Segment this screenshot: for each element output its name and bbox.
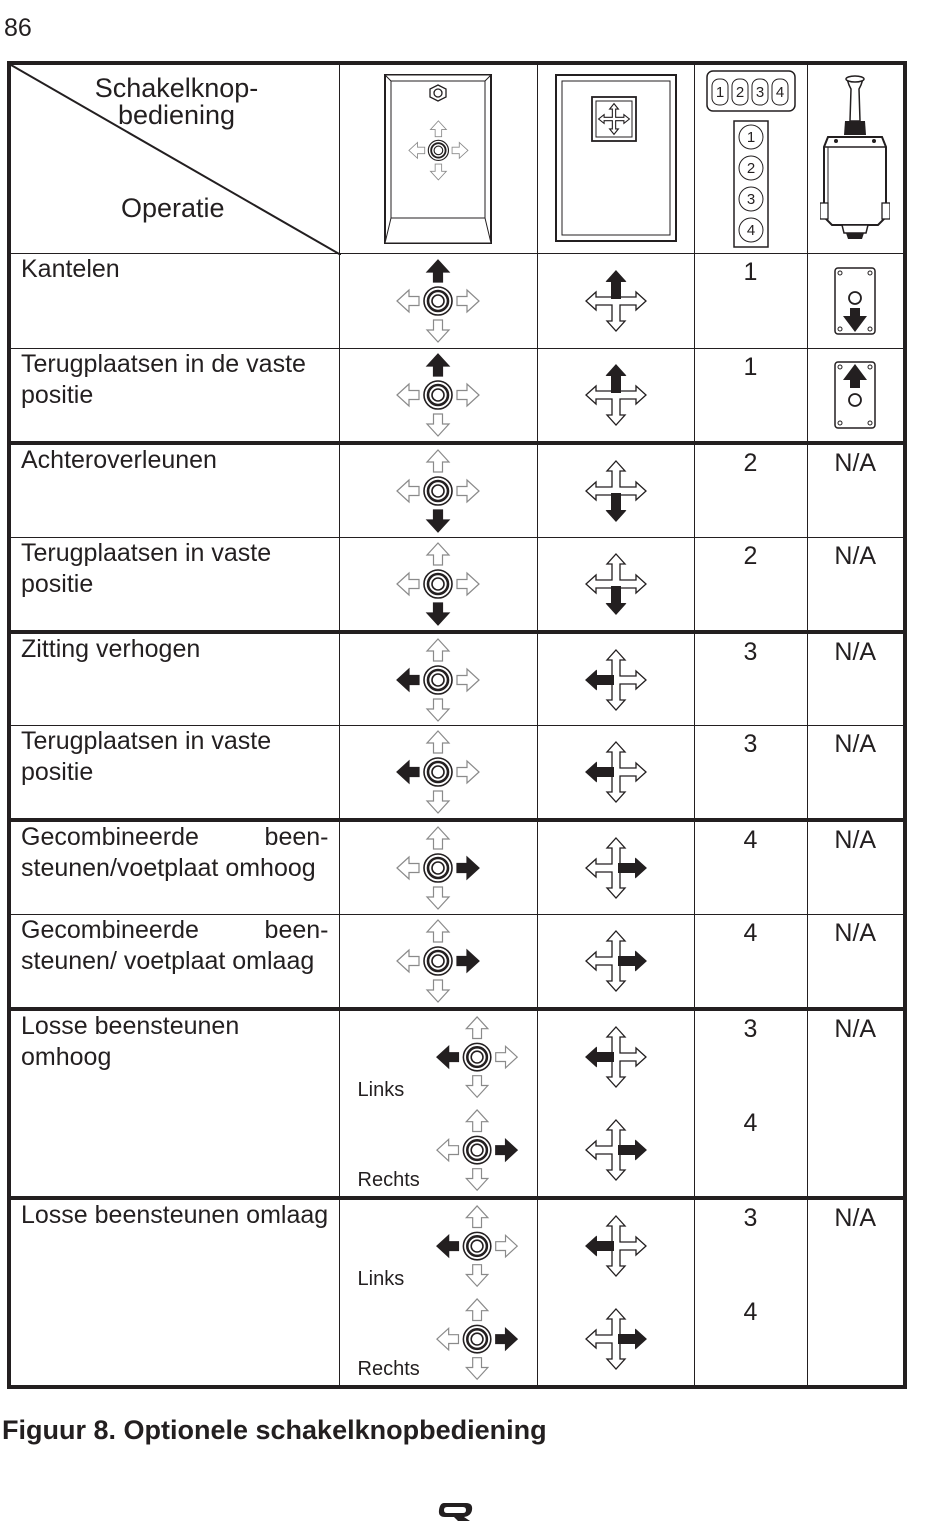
joystick-direction-icon	[393, 539, 483, 629]
table-row	[9, 726, 905, 820]
switch-number-right: 4	[743, 1298, 758, 1327]
switch-number-cell	[694, 1198, 807, 1387]
left-label: Links	[357, 1268, 405, 1291]
actuator-cell: N/A	[807, 443, 905, 537]
joystick-left-icon	[433, 1013, 521, 1101]
switch-number: 2	[694, 537, 807, 631]
actuator-cell	[807, 254, 905, 348]
arrow-left-active	[586, 1236, 614, 1256]
arrow-down	[466, 1265, 488, 1287]
arrow-left-active	[586, 670, 614, 690]
arrow-right-active	[618, 951, 646, 971]
four-way-cell	[537, 915, 694, 1009]
four-way-cell	[537, 820, 694, 914]
switch-number-right: 4	[743, 1109, 758, 1138]
operation-label: Kantelen	[21, 255, 120, 284]
table-row	[9, 820, 905, 914]
table-row	[9, 254, 905, 348]
four-way-cell	[537, 537, 694, 631]
actuator-cell: N/A	[807, 820, 905, 914]
four-way-cell	[537, 348, 694, 442]
arrow-up	[466, 1017, 488, 1039]
arrow-up	[427, 543, 449, 565]
joystick-cell	[339, 537, 537, 631]
arrow-right-active	[618, 1329, 646, 1349]
quickie-logo-icon	[436, 1500, 476, 1527]
switch-number: 1	[694, 348, 807, 442]
arrow-down	[427, 791, 449, 813]
switch-top-1: 1	[715, 84, 724, 102]
arrow-left	[437, 1139, 459, 1161]
operation-label: Losse beensteunen omlaag	[21, 1201, 329, 1230]
arrow-left	[397, 480, 419, 502]
arrow-up-active	[427, 354, 449, 376]
arrow-right	[496, 1047, 518, 1069]
arrow-left	[397, 384, 419, 406]
operation-cell	[9, 915, 339, 1009]
arrow-down	[427, 887, 449, 909]
operation-label: Gecombineerde been-steunen/ voetplaat omlaag	[21, 916, 329, 976]
switch-box-icon	[706, 69, 796, 249]
arrow-down	[466, 1357, 488, 1379]
arrow-left	[397, 290, 419, 312]
table-row	[9, 1009, 905, 1198]
joystick-cell	[339, 915, 537, 1009]
arrow-right	[457, 573, 479, 595]
arrow-right-active	[496, 1328, 518, 1350]
four-way-direction-icon	[583, 647, 649, 713]
switch-top-2: 2	[735, 84, 744, 102]
arrow-down	[466, 1168, 488, 1190]
four-way-direction-icon	[583, 551, 649, 617]
header-row	[9, 63, 905, 254]
arrow-left	[397, 573, 419, 595]
four-way-cell	[537, 632, 694, 726]
four-way-cell	[537, 1009, 694, 1198]
four-way-cell	[537, 254, 694, 348]
switch-side-2: 2	[746, 160, 755, 178]
arrow-up-active	[606, 365, 626, 393]
arrow-left-active	[437, 1047, 459, 1069]
switch-number: 2	[694, 443, 807, 537]
operation-cell	[9, 537, 339, 631]
operation-cell	[9, 632, 339, 726]
header-diagonal-cell	[9, 63, 339, 254]
arrow-right	[457, 384, 479, 406]
operation-cell	[9, 443, 339, 537]
four-way-left-icon	[583, 1024, 649, 1090]
joystick-cell	[339, 348, 537, 442]
operation-label: Losse beensteunen omhoog	[21, 1012, 240, 1072]
switch-top-4: 4	[775, 84, 784, 102]
arrow-up-active	[427, 260, 449, 282]
arrow-up	[427, 639, 449, 661]
four-way-left-icon	[583, 1213, 649, 1279]
four-way-right-icon	[583, 1117, 649, 1183]
four-way-direction-icon	[583, 362, 649, 428]
operation-label: Zitting verhogen	[21, 634, 201, 663]
actuator-cell: N/A	[807, 1009, 905, 1198]
four-way-cell	[537, 1198, 694, 1387]
arrow-up	[427, 731, 449, 753]
switch-top-3: 3	[755, 84, 764, 102]
header-actuator	[807, 63, 905, 254]
arrow-right	[457, 480, 479, 502]
operation-cell	[9, 254, 339, 348]
four-way-cell	[537, 443, 694, 537]
arrow-up	[427, 450, 449, 472]
joystick-cell	[339, 632, 537, 726]
four-way-direction-icon	[583, 268, 649, 334]
switch-number: 3	[694, 632, 807, 726]
switch-number-left: 3	[743, 1015, 758, 1044]
operation-cell	[9, 348, 339, 442]
four-way-direction-icon	[583, 739, 649, 805]
switch-side-1: 1	[746, 129, 755, 147]
actuator-cell: N/A	[807, 537, 905, 631]
arrow-down-active	[606, 586, 626, 614]
table-row	[9, 537, 905, 631]
joystick-cell	[339, 1198, 537, 1387]
arrow-right-active	[457, 857, 479, 879]
arrow-up	[466, 1110, 488, 1132]
joystick-direction-icon	[393, 256, 483, 346]
four-way-cell	[537, 726, 694, 820]
arrow-down	[427, 699, 449, 721]
arrow-down	[466, 1076, 488, 1098]
actuator-icon	[820, 75, 890, 243]
arrow-left-active	[397, 761, 419, 783]
arrow-left-active	[586, 1047, 614, 1067]
arrow-right-active	[618, 1140, 646, 1160]
arrow-right	[457, 761, 479, 783]
header-operation-label: Operatie	[121, 193, 225, 223]
header-title	[89, 75, 264, 129]
table-row	[9, 348, 905, 442]
down-button-icon	[833, 266, 877, 336]
operation-cell	[9, 726, 339, 820]
arrow-right	[496, 1236, 518, 1258]
figure-caption: Figuur 8. Optionele schakelknopbediening	[2, 1415, 547, 1445]
header-joystick-panel	[339, 63, 537, 254]
arrow-up	[427, 920, 449, 942]
page-number: 86	[4, 14, 32, 42]
actuator-cell: N/A	[807, 726, 905, 820]
operation-label: Achteroverleunen	[21, 445, 217, 474]
switch-number-left: 3	[743, 1204, 758, 1233]
right-label: Rechts	[357, 1169, 420, 1192]
joystick-cell	[339, 254, 537, 348]
joystick-left-icon	[433, 1202, 521, 1290]
arrow-up	[427, 827, 449, 849]
header-switch-box	[694, 63, 807, 254]
arrow-left-active	[397, 669, 419, 691]
header-four-way-panel	[537, 63, 694, 254]
arrow-up	[466, 1206, 488, 1228]
control-table	[7, 61, 907, 1389]
four-way-panel-icon	[554, 73, 678, 245]
arrow-up-active	[606, 271, 626, 299]
arrow-down	[427, 320, 449, 342]
joystick-panel-icon	[383, 73, 493, 245]
joystick-cell	[339, 726, 537, 820]
arrow-left	[397, 857, 419, 879]
arrow-left	[397, 950, 419, 972]
switch-side-3: 3	[746, 191, 755, 209]
actuator-cell: N/A	[807, 632, 905, 726]
four-way-right-icon	[583, 1306, 649, 1372]
joystick-direction-icon	[393, 446, 483, 536]
operation-label: Terugplaatsen in vaste positie	[21, 538, 272, 598]
arrow-down-active	[427, 603, 449, 625]
operation-cell	[9, 1009, 339, 1198]
header-title-line1: Schakelknop-	[94, 73, 259, 103]
joystick-direction-icon	[393, 916, 483, 1006]
arrow-down	[427, 414, 449, 436]
header-title-line2: bediening	[117, 100, 236, 130]
operation-cell	[9, 820, 339, 914]
arrow-right	[457, 290, 479, 312]
operation-label: Gecombineerde been-steunen/voetplaat omhoog	[21, 823, 329, 883]
table-row	[9, 915, 905, 1009]
arrow-down-active	[427, 510, 449, 532]
arrow-right-active	[457, 950, 479, 972]
joystick-direction-icon	[393, 350, 483, 440]
arrow-right	[457, 669, 479, 691]
arrow-up	[466, 1299, 488, 1321]
switch-number: 1	[694, 254, 807, 348]
arrow-right-active	[496, 1139, 518, 1161]
switch-number-cell	[694, 1009, 807, 1198]
operation-cell	[9, 1198, 339, 1387]
arrow-right-active	[618, 858, 646, 878]
actuator-cell	[807, 348, 905, 442]
joystick-right-icon	[433, 1295, 521, 1383]
actuator-cell: N/A	[807, 915, 905, 1009]
left-label: Links	[357, 1079, 405, 1102]
arrow-left	[437, 1328, 459, 1350]
switch-number: 4	[694, 820, 807, 914]
joystick-direction-icon	[393, 635, 483, 725]
actuator-cell: N/A	[807, 1198, 905, 1387]
arrow-down-active	[606, 493, 626, 521]
joystick-cell	[339, 1009, 537, 1198]
four-way-direction-icon	[583, 928, 649, 994]
arrow-left-active	[437, 1236, 459, 1258]
four-way-direction-icon	[583, 835, 649, 901]
right-label: Rechts	[357, 1358, 420, 1381]
joystick-direction-icon	[393, 823, 483, 913]
joystick-right-icon	[433, 1106, 521, 1194]
switch-side-4: 4	[746, 222, 755, 240]
four-way-direction-icon	[583, 458, 649, 524]
up-button-icon	[833, 360, 877, 430]
joystick-cell	[339, 820, 537, 914]
table-row	[9, 443, 905, 537]
joystick-cell	[339, 443, 537, 537]
table-row	[9, 1198, 905, 1387]
switch-number: 3	[694, 726, 807, 820]
table-row	[9, 632, 905, 726]
operation-label: Terugplaatsen in vaste positie	[21, 727, 272, 787]
switch-number: 4	[694, 915, 807, 1009]
arrow-left-active	[586, 762, 614, 782]
joystick-direction-icon	[393, 727, 483, 817]
operation-label: Terugplaatsen in de vaste positie	[21, 349, 306, 409]
arrow-down	[427, 980, 449, 1002]
